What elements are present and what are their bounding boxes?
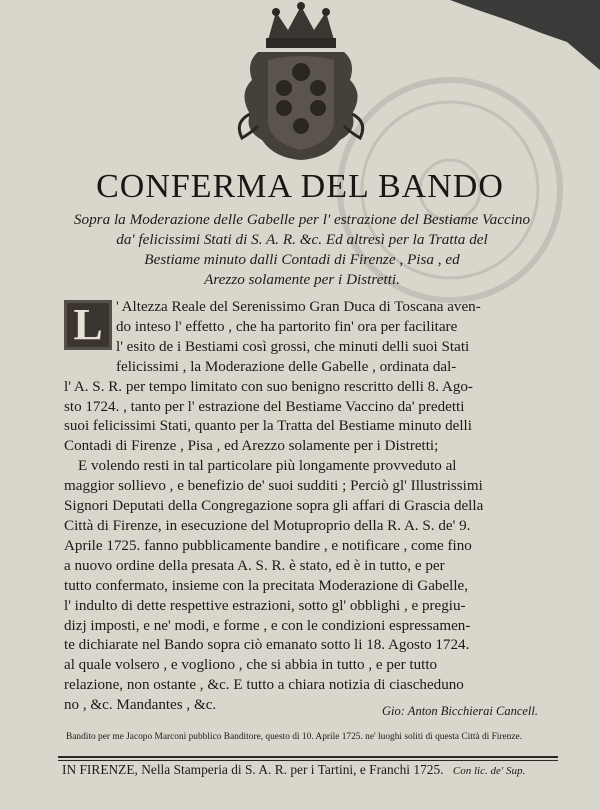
body-line: Signori Deputati della Congregazione sopra gli affari di Grascia della: [64, 498, 484, 515]
body-line: tutto confermato, insieme con la precitata Moderazione di Gabelle,: [64, 577, 469, 594]
body-line: dizj imposti, e ne' modi, e forme , e con le condizioni espressamen-: [64, 617, 471, 634]
subtitle-line: Sopra la Moderazione delle Gabelle per l' estrazione del Bestiame Vaccino: [73, 211, 531, 228]
document-body: [64, 298, 544, 716]
drop-cap: L: [64, 300, 112, 350]
subtitle-line: Bestiame minuto dalli Contadi di Firenze , Pisa , ed: [144, 251, 460, 268]
body-line: E volendo resti in tal particolare più longamente provveduto al: [78, 458, 457, 475]
body-line: Contadi di Firenze , Pisa , ed Arezzo solamente per i Distretti;: [64, 438, 439, 455]
subtitle-line: Arezzo solamente per i Distretti.: [204, 271, 400, 288]
torn-corner: [450, 0, 600, 70]
body-line: do inteso l' effetto , che ha partorito fin' ora per facilitare: [116, 318, 458, 335]
body-line: a nuovo ordine della presata A. S. R. è stato, ed è in tutto, e per: [64, 557, 445, 574]
body-line: l' indulto di dette respettive estrazioni, sotto gl' obblighi , e pregiu-: [64, 597, 466, 614]
banditore-note: Bandito per me Jacopo Marconi pubblico Banditore, questo dì 10. Aprile 1725. ne' luoghi soliti di questa Città di Firenze.: [66, 732, 523, 742]
imprint-text: IN FIRENZE, Nella Stamperia di S. A. R. per i Tartini, e Franchi 1725.: [62, 762, 444, 777]
body-line: maggior sollievo , e benefizio de' suoi sudditi ; Perciò gl' Illustrissimi: [64, 478, 483, 495]
body-line: al quale volsero , e vogliono , che si abbia in tutto , e per tutto: [64, 657, 438, 674]
imprint-license: Con lic. de' Sup.: [452, 765, 526, 777]
medici-coat-of-arms-icon: [228, 2, 374, 162]
body-line: te dichiarate nel Bando sopra ciò emanato sotto li 18. Agosto 1724.: [64, 637, 470, 654]
body-line: sto 1724. , tanto per l' estrazione del Bestiame Vaccino da' predetti: [64, 398, 465, 415]
divider: [58, 756, 558, 758]
signature: Gio: Anton Bicchierai Cancell.: [382, 704, 538, 718]
body-line: Aprile 1725. fanno pubblicamente bandire , e notificare , come fino: [64, 537, 472, 554]
body-line: relazione, non ostante , &c. E tutto a chiara notizia di ciascheduno: [64, 677, 464, 694]
body-line: felicissimi , la Moderazione delle Gabelle , ordinata dal-: [116, 358, 457, 375]
document-subtitle: [62, 210, 542, 290]
body-line: suoi felicissimi Stati, quanto per la Tratta del Bestiame minuto delli: [64, 418, 472, 435]
body-line: ' Altezza Reale del Serenissimo Gran Duca di Toscana aven-: [116, 299, 481, 315]
divider: [58, 760, 558, 761]
body-line: no , &c. Mandantes , &c.: [64, 697, 217, 714]
printer-imprint: [62, 762, 562, 778]
body-line: l' A. S. R. per tempo limitato con suo benigno rescritto delli 8. Ago-: [64, 378, 473, 395]
body-line: Città di Firenze, in esecuzione del Motuproprio della R. A. S. de' 9.: [64, 517, 471, 534]
document-title: CONFERMA DEL BANDO: [96, 168, 504, 205]
subtitle-line: da' felicissimi Stati di S. A. R. &c. Ed altresì per la Tratta del: [116, 231, 488, 248]
body-line: l' esito de i Bestiami così grossi, che minuti delli suoi Stati: [116, 338, 470, 355]
